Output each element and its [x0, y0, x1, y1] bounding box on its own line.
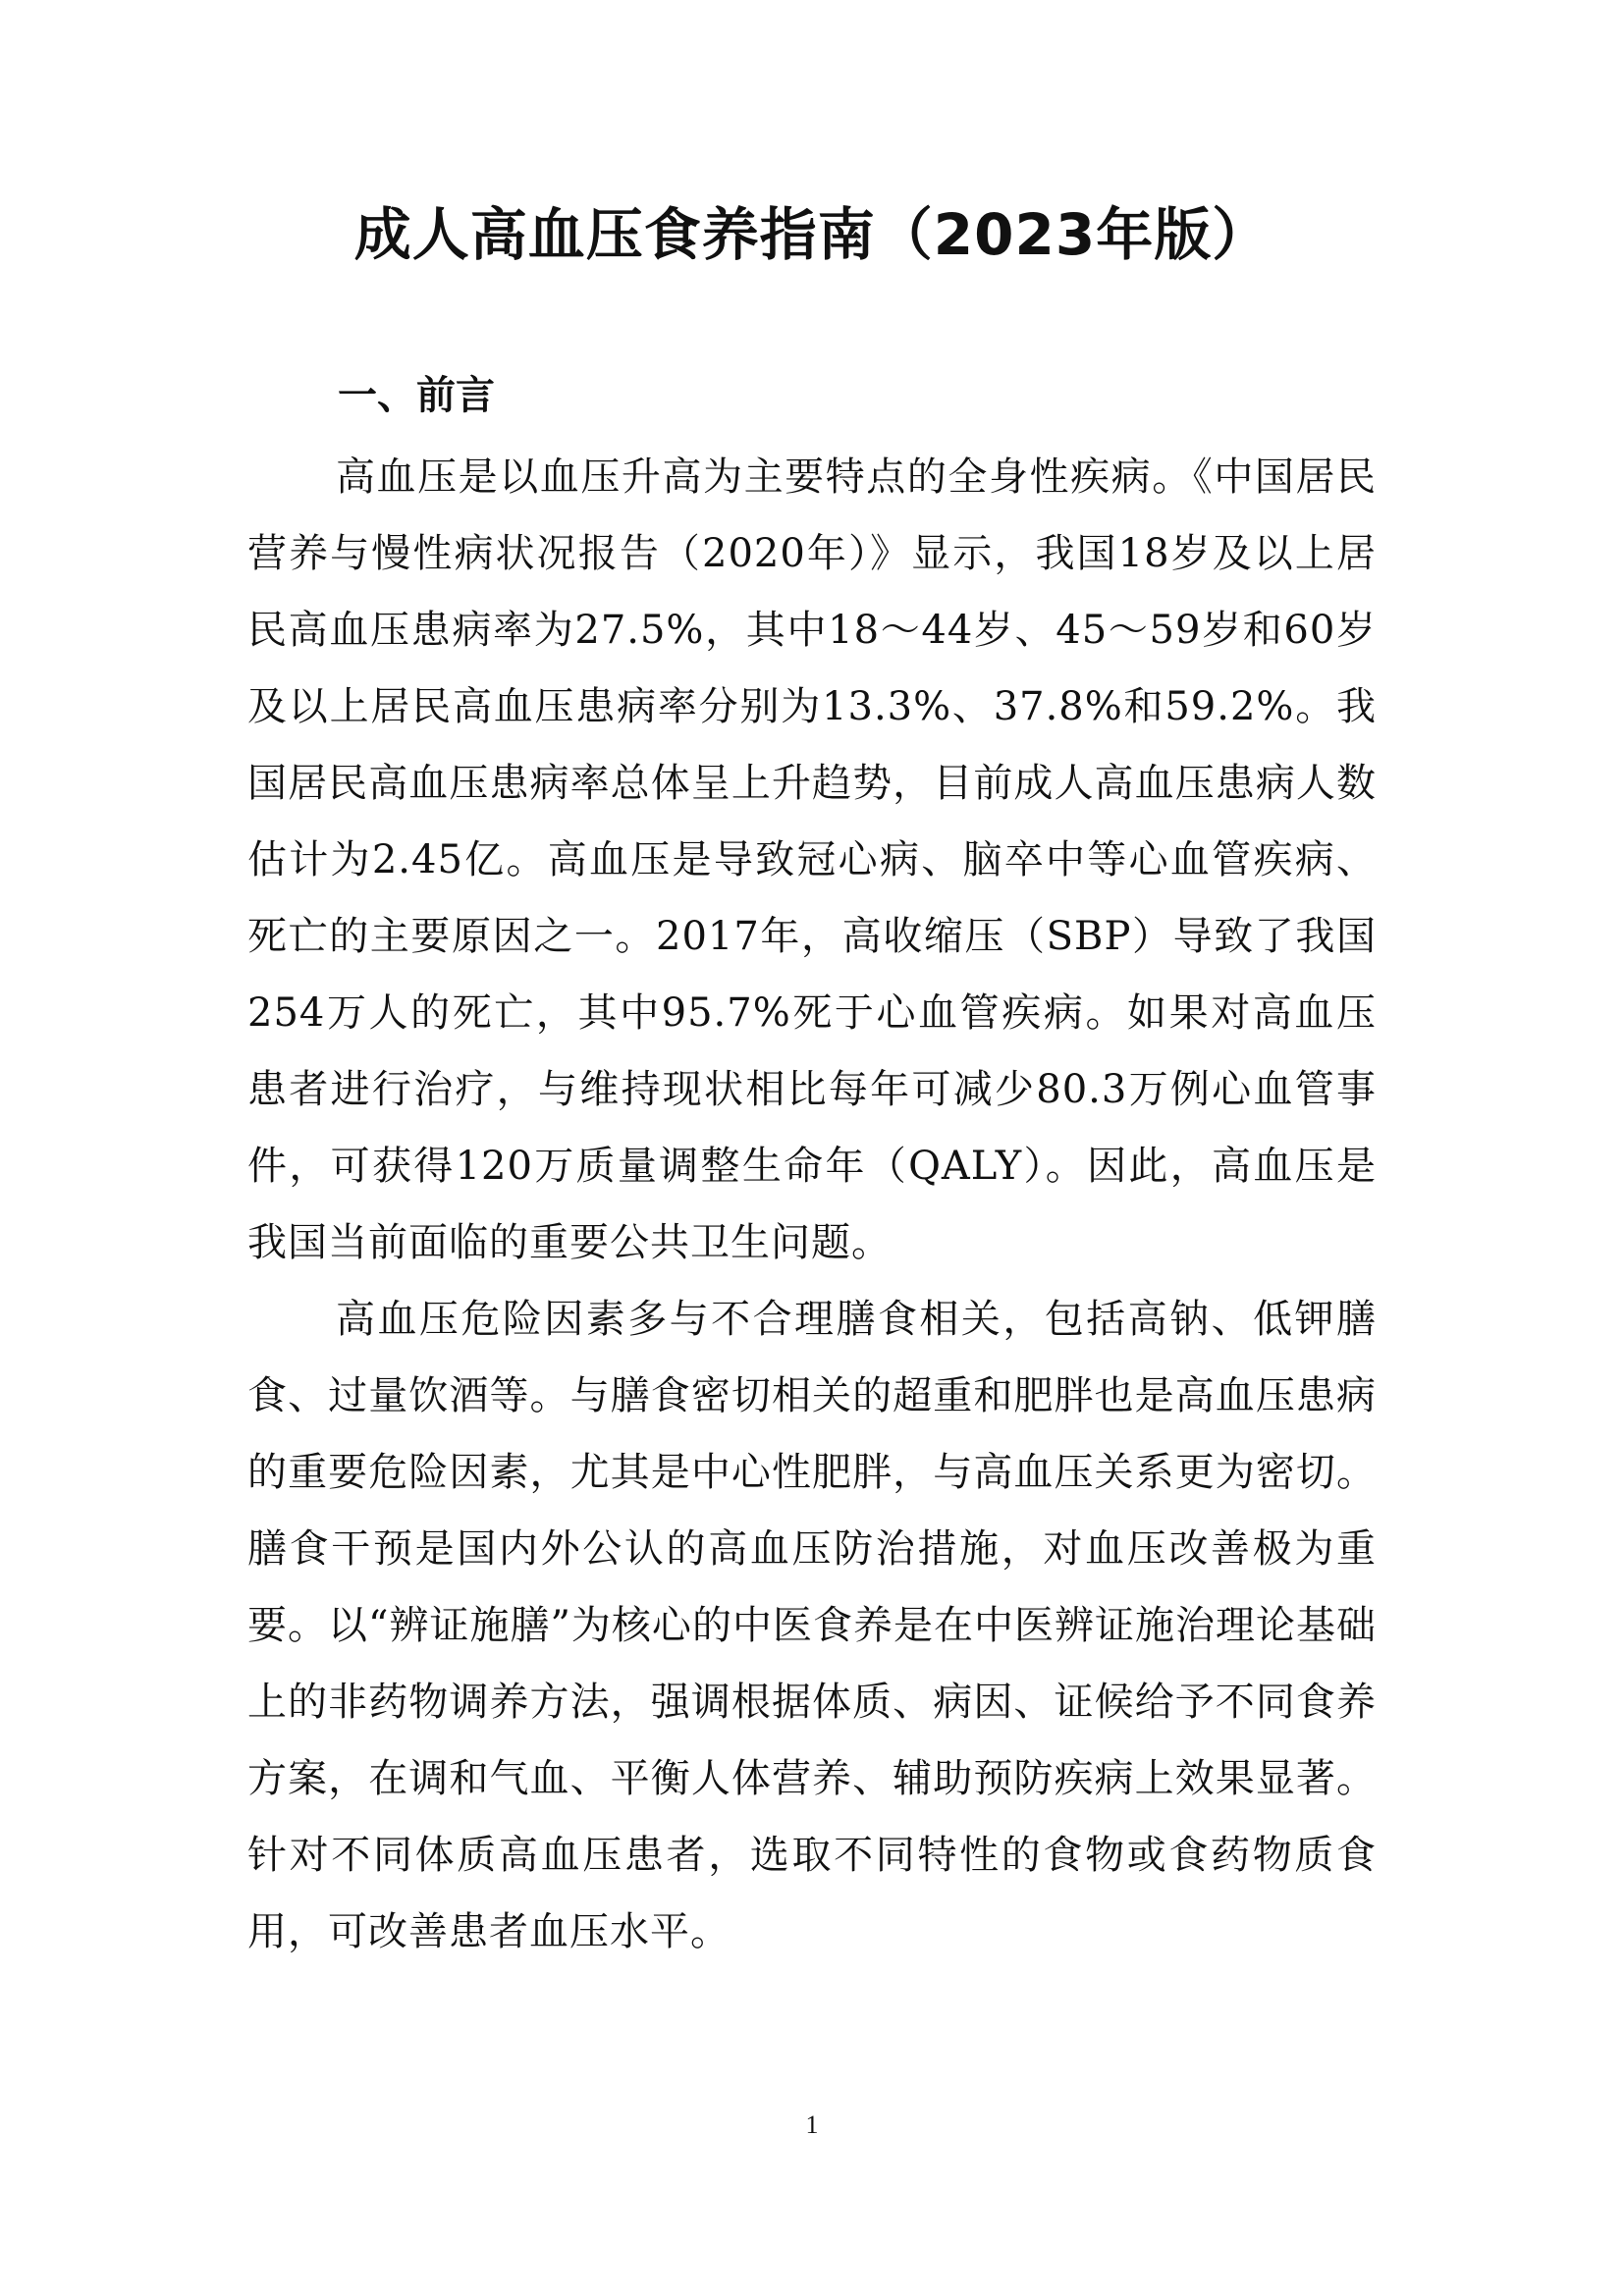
document-title: 成人高血压食养指南（2023年版） — [353, 201, 1271, 268]
paragraph-diet-risk: 高血压危险因素多与不合理膳食相关，包括高钠、低钾膳食、过量饮酒等。与膳食密切相关的超重和肥胖也是高血压患病的重要危险因素，尤其是中心性肥胖，与高血压关系更为密切。膳食干预是国内外公认的高血压防治措施，对血压改善极为重要。以“辨证施膳”为核心的中医食养是在中医辨证施治理论基础上的非药物调养方法，强调根据体质、病因、证候给予不同食养方案，在调和气血、平衡人体营养、辅助预防疾病上效果显著。针对不同体质高血压患者，选取不同特性的食物或食药物质食用，可改善患者血压水平。 — [247, 1297, 1377, 1954]
section-heading-preface: 一、前言 — [338, 373, 495, 418]
body-text — [247, 439, 1377, 1970]
paragraph-prevalence: 高血压是以血压升高为主要特点的全身性疾病。《中国居民营养与慢性病状况报告（2020年）》显示，我国18岁及以上居民高血压患病率为27.5%，其中18～44岁、45～59岁和60岁及以上居民高血压患病率分别为13.3%、37.8%和59.2%。我国居民高血压患病率总体呈上升趋势，目前成人高血压患病人数估计为2.45亿。高血压是导致冠心病、脑卒中等心血管疾病、死亡的主要原因之一。2017年，高收缩压（SBP）导致了我国254万人的死亡，其中95.7%死于心血管疾病。如果对高血压患者进行治疗，与维持现状相比每年可减少80.3万例心血管事件，可获得120万质量调整生命年（QALY）。因此，高血压是我国当前面临的重要公共卫生问题。 — [247, 454, 1377, 1265]
page-number: 1 — [805, 2110, 819, 2139]
